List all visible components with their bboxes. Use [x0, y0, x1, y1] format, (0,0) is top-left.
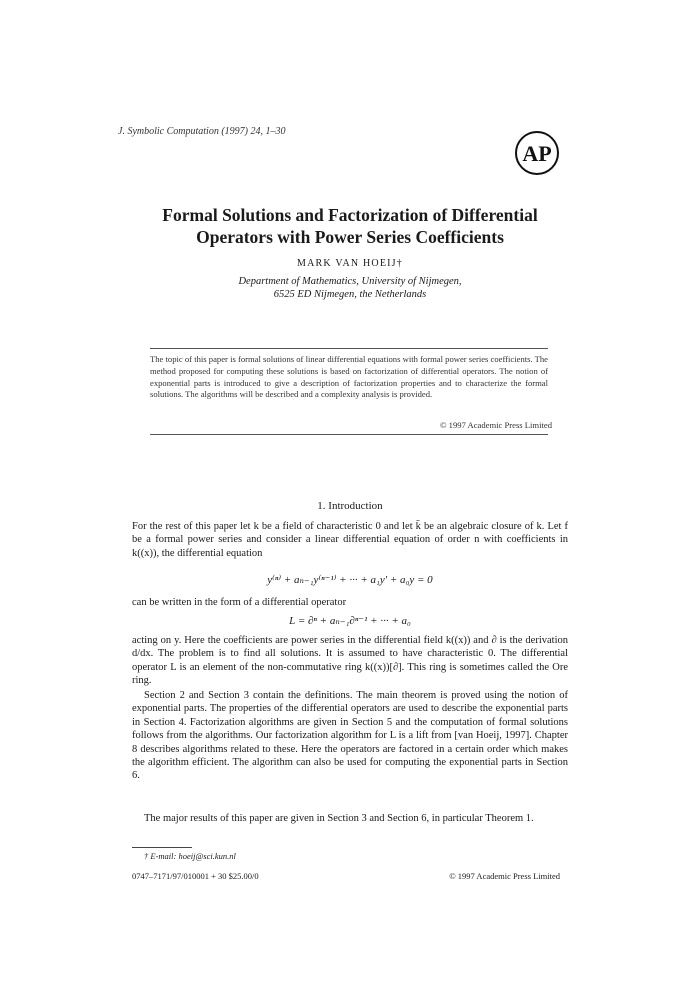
paragraph-5: The major results of this paper are given in Section 3 and Section 6, in particular Theorem 1. — [144, 813, 534, 824]
journal-reference: J. Symbolic Computation (1997) 24, 1–30 — [118, 126, 286, 137]
paper-title — [0, 204, 700, 248]
logo-text: AP — [522, 141, 552, 166]
publisher-copyright: © 1997 Academic Press Limited — [449, 871, 560, 881]
title-line-1: Formal Solutions and Factorization of Differential — [162, 205, 538, 225]
publisher-logo — [514, 130, 560, 176]
abstract-top-rule — [150, 348, 548, 349]
footnote-email: † E-mail: hoeij@sci.kun.nl — [144, 851, 236, 861]
author-name: MARK VAN HOEIJ† — [297, 258, 403, 269]
equation-1: y⁽ⁿ⁾ + aₙ₋₁y⁽ⁿ⁻¹⁾ + ··· + a₁y′ + a₀y = 0 — [267, 574, 433, 586]
abstract-text: The topic of this paper is formal solutions of linear differential equations with formal power series coefficients. The method proposed for computing these solutions is based on factorization of differential operators. The notion of exponential parts is introduced to give a description of factorization properties and to characterize the formal solutions. The algorithms will be described and a complexity analysis is provided. — [150, 354, 548, 400]
issn-line: 0747–7171/97/010001 + 30 $25.00/0 — [132, 871, 259, 881]
abstract-bottom-rule — [150, 434, 548, 435]
paragraph-1: For the rest of this paper let k be a field of characteristic 0 and let k̄ be an algebraic closure of k. Let f be a formal power series and consider a linear differential equation of order n with coefficients in k((x)), the differential equation — [132, 521, 568, 559]
affiliation-line-1: Department of Mathematics, University of Nijmegen, — [238, 276, 462, 287]
paragraph-4: Section 2 and Section 3 contain the definitions. The main theorem is proved using the notion of exponential parts. The properties of the differential operators are used to describe the exponential parts in Section 4. Factorization algorithms are given in Section 5 and the computation of formal solutions follows from the algorithms. Our factorization algorithm for L is a lift from [van Hoeij, 1997]. Chapter 8 describes algorithms related to these. Here the operators are factored in a certain order which makes the algorithm efficient. The algorithm can also be used for computing the exponential parts in Section 6. — [132, 690, 568, 782]
affiliation — [0, 275, 700, 301]
affiliation-line-2: 6525 ED Nijmegen, the Netherlands — [273, 289, 427, 300]
paragraph-3: acting on y. Here the coefficients are power series in the differential field k((x)) and ∂ is the derivation d/dx. The problem is to find all solutions. It is assumed to have characteristic 0. The differential operator L is an element of the non-commutative ring k((x))[∂]. This ring is sometimes called the Ore ring. — [132, 635, 568, 687]
paragraph-2: can be written in the form of a differential operator — [132, 597, 347, 608]
abstract-copyright: © 1997 Academic Press Limited — [439, 420, 552, 430]
section-heading: 1. Introduction — [317, 500, 383, 512]
title-line-2: Operators with Power Series Coefficients — [196, 227, 504, 247]
equation-2: L = ∂ⁿ + aₙ₋₁∂ⁿ⁻¹ + ··· + a₀ — [289, 615, 411, 627]
footnote-rule — [132, 847, 192, 848]
